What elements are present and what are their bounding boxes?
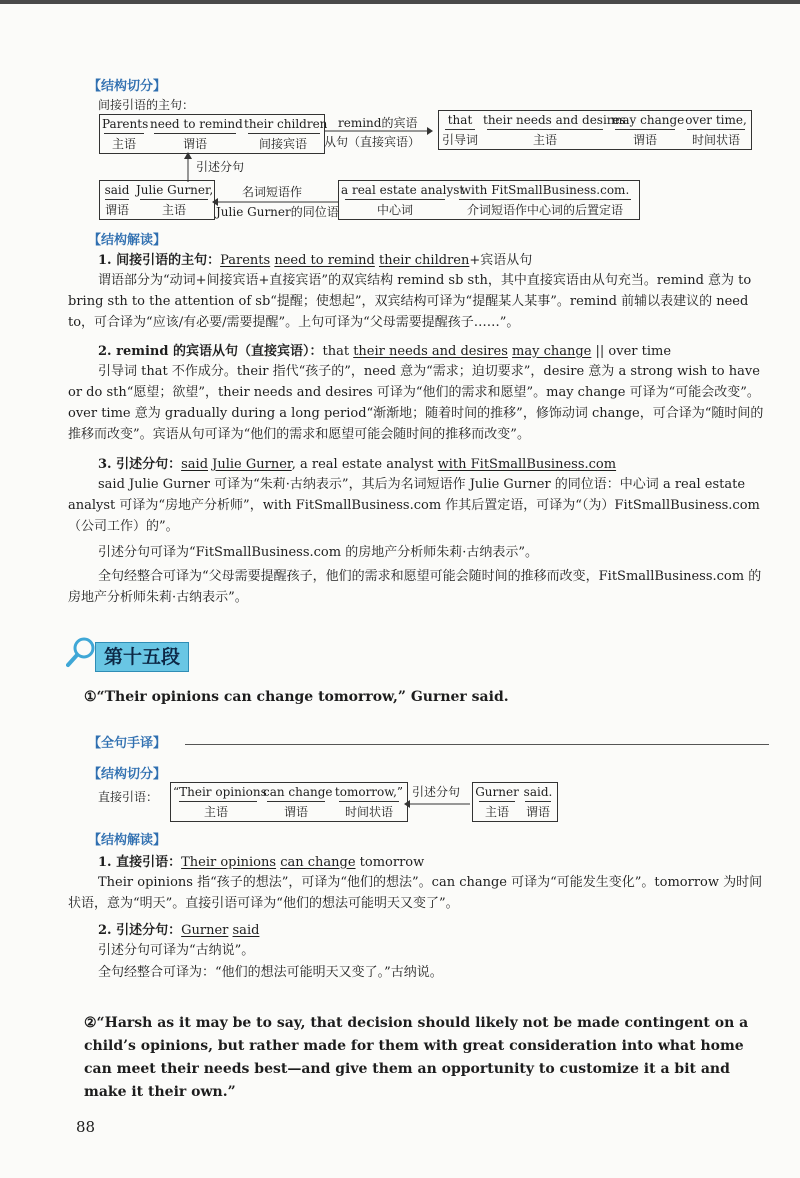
box1-role-predicate: 谓语: [182, 137, 207, 151]
label-structure-split: 【结构切分】: [88, 79, 167, 94]
s1-item2-subject: Gurner: [181, 923, 229, 938]
box5-role-subject: 主语: [203, 805, 228, 819]
item1-formula-object: their children: [378, 253, 470, 268]
box2-word-needs-desires: their needs and desires: [483, 113, 626, 127]
s1-item1-subject: Their opinions: [181, 855, 277, 870]
box4-word-with-fitsmallbusiness: with FitSmallBusiness.com.: [460, 183, 630, 197]
box1-role-indirect-object: 间接宾语: [258, 137, 307, 151]
sentence-1: ①“Their opinions can change tomorrow,” Gurner said.: [84, 689, 509, 705]
box3-role-subject: 主语: [161, 203, 186, 217]
box2-word-that: that: [447, 113, 473, 127]
left-arrow-icon-2: [404, 799, 470, 809]
box1-role-subject: 主语: [111, 137, 136, 151]
item3-formula-gurner: Julie Gurner: [212, 457, 292, 472]
s1-item1-adverbial: tomorrow: [359, 855, 425, 870]
item2-paragraph: 引导词 that 不作成分。their 指代“孩子的”，need 意为“需求；迫切要求”，desire 意为 a strong wish to have or do sth“愿望；欲望”，their needs and desires 可译为“他们的需求和愿望”。may change 可译为“可能会改变”。over time 意为 gradually during a long period“渐渐地；随着时间的推移”，修饰动词 change，可合译为“随时间的推移而改变”。宾语从句可译为“他们的需求和愿望可能会随时间的推移而改变”。: [68, 364, 764, 442]
item1-paragraph: 谓语部分为“动词+间接宾语+直接宾语”的双宾结构 remind sb sth，其中直接宾语由从句充当。remind 意为 to bring sth to the attention of sb“提醒；使想起”，双宾结构可译为“提醒某人某事”。remind 前辅以表建议的 need to，可合译为“应该/有必要/需要提醒”。上句可译为“父母需要提醒孩子……”。: [68, 273, 752, 330]
up-arrow-icon: [183, 152, 193, 182]
s1-item2-predicate: said: [232, 923, 260, 938]
item3-title: 3. 引述分句：: [98, 457, 182, 472]
box2-word-over-time: over time,: [685, 113, 747, 127]
object-clause-note: 从句（直接宾语）: [324, 135, 421, 149]
item1-title: 1. 间接引语的主句：: [98, 253, 221, 268]
reporting-clause-label: 引述分句: [196, 160, 245, 174]
item1-formula-rest: +宾语从句: [469, 253, 533, 268]
label-structure-explain-2: 【结构解读】: [88, 833, 167, 848]
item3-formula-with: with FitSmallBusiness.com: [437, 457, 617, 472]
translation-answer-line[interactable]: [185, 744, 769, 745]
label-structure-split-2: 【结构切分】: [88, 767, 167, 782]
appositive-note: Julie Gurner的同位语: [216, 205, 339, 219]
box6-word-said: said.: [523, 785, 553, 799]
right-arrow-icon: [323, 126, 433, 136]
item1-formula-predicate: need to remind: [274, 253, 375, 268]
item1-heading: [98, 249, 532, 268]
box1-word-their-children: their children: [244, 117, 328, 131]
box-reporting-clause: [99, 180, 215, 220]
label-structure-explain: 【结构解读】: [88, 233, 167, 248]
box-direct-quote: [170, 782, 408, 822]
direct-quote-label: 直接引语：: [98, 790, 159, 804]
page-number: 88: [76, 1118, 96, 1136]
s1-item1-heading: [98, 851, 424, 870]
box-object-clause: [438, 110, 752, 150]
appositive-label: 名词短语作: [242, 185, 303, 199]
box6-role-subject: 主语: [484, 805, 509, 819]
s1-item2-heading: [98, 919, 259, 938]
box-reporting-clause-2: [472, 782, 558, 822]
s1-item2-paragraph-2: 全句经整合可译为：“他们的想法可能明天又变了。”古纳说。: [98, 965, 443, 980]
item3-paragraph-2: 引述分句可译为“FitSmallBusiness.com 的房地产分析师朱莉·古纳表示”。: [98, 545, 538, 560]
box1-word-parents: Parents: [102, 117, 149, 131]
item2-title: 2. remind 的宾语从句（直接宾语）：: [98, 344, 323, 359]
section-heading-15: 第十五段: [95, 642, 189, 672]
box3-word-said: said: [104, 183, 130, 197]
item2-formula-rest: || over time: [595, 344, 672, 359]
box-appositive: [338, 180, 640, 220]
box5-role-time-adverbial: 时间状语: [344, 805, 393, 819]
box2-role-introducer: 引导词: [441, 133, 478, 147]
box5-role-predicate: 谓语: [283, 805, 308, 819]
box3-role-predicate: 谓语: [104, 203, 129, 217]
item2-formula-subject: their needs and desires: [353, 344, 508, 359]
box4-role-postmodifier: 介词短语作中心词的后置定语: [466, 203, 623, 217]
s1-item1-title: 1. 直接引语：: [98, 855, 182, 870]
item3-paragraph: said Julie Gurner 可译为“朱莉·古纳表示”，其后为名词短语作 Julie Gurner 的同位语：中心词 a real estate analyst 可译为“房地产分析师”，with FitSmallBusiness.com 作其后置定语，可译为“（为）FitSmallBusiness.com（公司工作）的”。: [68, 477, 760, 534]
box2-word-may-change: may change: [611, 113, 685, 127]
item3-paragraph-3: 全句经整合可译为“父母需要提醒孩子，他们的需求和愿望可能会随时间的推移而改变，FitSmallBusiness.com 的房地产分析师朱莉·古纳表示”。: [68, 569, 762, 605]
s1-item2-title: 2. 引述分句：: [98, 923, 182, 938]
item2-heading: [98, 340, 671, 359]
item3-heading: [98, 453, 616, 472]
item3-formula-said: said: [181, 457, 209, 472]
label-full-translation: 【全句手译】: [88, 736, 167, 751]
box5-word-their-opinions: “Their opinions: [173, 785, 267, 799]
box2-role-time-adverbial: 时间状语: [691, 133, 740, 147]
s1-item1-predicate: can change: [280, 855, 356, 870]
sentence-2: ②“Harsh as it may be to say, that decision should likely not be made contingent on a child’s opinions, but rather made for them with great consideration into what home can meet their needs best—and give them an opportunity to customize it a bit and make it their own.”: [84, 1015, 749, 1100]
box6-word-gurner: Gurner: [475, 785, 519, 799]
magnifier-icon: [66, 636, 96, 668]
main-clause-intro: 间接引语的主句：: [98, 98, 195, 112]
item1-formula-subject: Parents: [220, 253, 271, 268]
box5-word-tomorrow: tomorrow,”: [334, 785, 404, 799]
arrow-object-clause-label: remind的宾语: [338, 116, 418, 130]
box1-word-need-to-remind: need to remind: [150, 117, 243, 131]
box5-word-can-change: can change: [263, 785, 333, 799]
reporting-clause-label-2: 引述分句: [412, 785, 461, 799]
box4-role-head: 中心词: [376, 203, 413, 217]
s1-item1-paragraph: Their opinions 指“孩子的想法”，可译为“他们的想法”。can change 可译为“可能发生变化”。tomorrow 为时间状语，意为“明天”。直接引语可译为“他们的想法可能明天又变了”。: [68, 875, 763, 911]
box3-word-julie-gurner: Julie Gurner,: [136, 183, 214, 197]
box6-role-predicate: 谓语: [525, 805, 550, 819]
top-rule: [0, 0, 800, 4]
item2-formula-predicate: may change: [512, 344, 592, 359]
box4-word-real-estate-analyst: a real estate analyst: [341, 183, 465, 197]
box-main-clause: [99, 114, 328, 154]
box2-role-subject: 主语: [532, 133, 557, 147]
box2-role-predicate: 谓语: [632, 133, 657, 147]
item2-formula-that: that: [322, 344, 350, 359]
item3-formula-analyst: , a real estate analyst: [291, 457, 434, 472]
s1-item2-paragraph: 引述分句可译为“古纳说”。: [98, 943, 255, 958]
